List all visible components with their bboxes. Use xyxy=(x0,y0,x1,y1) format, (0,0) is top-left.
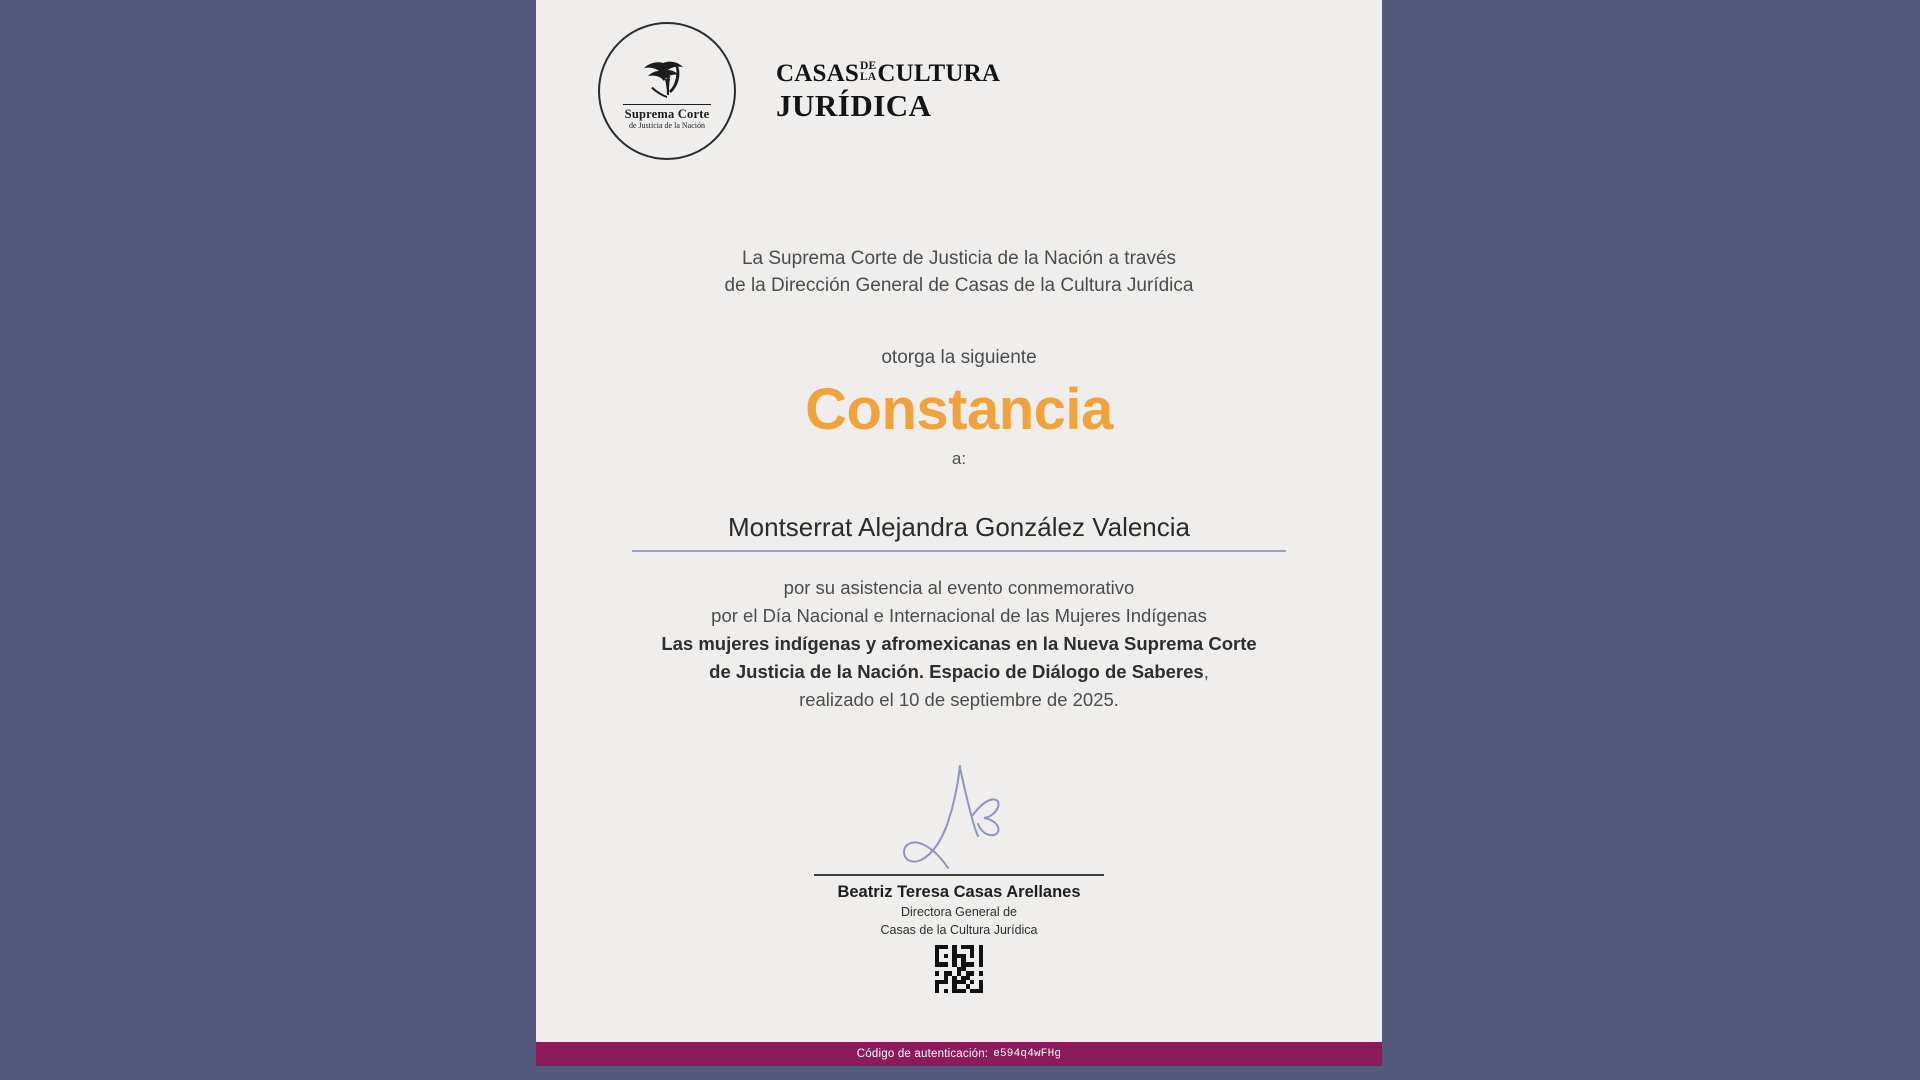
certificate-body xyxy=(536,185,1382,1080)
wordmark-casas: CASAS xyxy=(776,60,859,87)
wordmark-line-2: JURÍDICA xyxy=(776,88,932,123)
reason-block xyxy=(596,574,1322,714)
wordmark-de: DE xyxy=(859,60,877,72)
recipient-block xyxy=(596,512,1322,552)
certificate-sheet xyxy=(536,0,1382,1080)
reason-line-1: por su asistencia al evento conmemorativo xyxy=(783,577,1135,598)
supreme-court-seal xyxy=(598,22,736,160)
page-bottom-strip xyxy=(0,1066,1920,1080)
wordmark-line-1 xyxy=(776,60,1000,87)
grants-label: otorga la siguiente xyxy=(881,347,1037,368)
event-title-line-1: Las mujeres indígenas y afromexicanas en la Nueva Suprema Corte xyxy=(661,633,1257,654)
intro-block xyxy=(596,245,1322,299)
event-title-line-2-wrap xyxy=(596,658,1322,686)
letterhead xyxy=(536,0,1382,185)
signer-role-line-2: Casas de la Cultura Jurídica xyxy=(880,922,1038,937)
qr-wrap xyxy=(596,945,1322,993)
authentication-code: e594q4wFHg xyxy=(993,1048,1062,1060)
signer-name: Beatriz Teresa Casas Arellanes xyxy=(837,882,1081,901)
casas-cultura-juridica-wordmark xyxy=(776,60,1000,123)
event-title-tail: , xyxy=(1203,661,1209,682)
recipient-underline xyxy=(632,550,1286,552)
wordmark-la: LA xyxy=(859,71,877,83)
date-line: realizado el 10 de septiembre de 2025. xyxy=(799,689,1119,710)
wordmark-cultura: CULTURA xyxy=(877,60,1001,87)
handwritten-signature-icon xyxy=(864,756,1054,884)
qr-code-icon[interactable] xyxy=(935,945,983,993)
authentication-bar xyxy=(536,1042,1382,1066)
recipient-name: Montserrat Alejandra González Valencia xyxy=(728,512,1190,542)
to-label: a: xyxy=(951,449,967,468)
reason-line-2: por el Día Nacional e Internacional de las Mujeres Indígenas xyxy=(711,605,1207,626)
authentication-label: Código de autenticación: xyxy=(856,1048,989,1060)
intro-line-2: de la Dirección General de Casas de la Cultura Jurídica xyxy=(724,275,1194,296)
signature-rule xyxy=(814,874,1104,876)
seal-line-2: de Justicia de la Nación xyxy=(629,121,705,130)
seal-divider xyxy=(623,104,711,105)
event-title-line-2: de Justicia de la Nación. Espacio de Diálogo de Saberes xyxy=(709,661,1204,682)
intro-line-1: La Suprema Corte de Justicia de la Nación a través xyxy=(741,248,1177,269)
seal-line-1: Suprema Corte xyxy=(624,107,710,121)
signature-area xyxy=(596,756,1322,937)
eagle-seal-icon xyxy=(633,57,701,103)
wordmark-de-la xyxy=(860,61,876,83)
signer-role-line-1: Directora General de xyxy=(900,904,1018,919)
award-title: Constancia xyxy=(805,377,1113,442)
